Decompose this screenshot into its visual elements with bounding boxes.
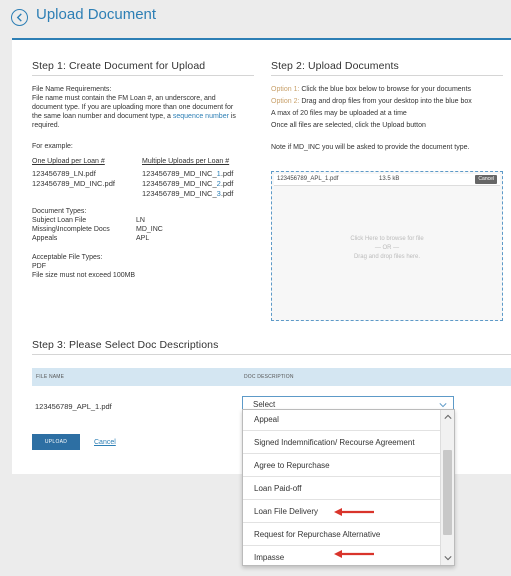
- requirements-text: is: [228, 113, 236, 120]
- scroll-down-icon[interactable]: [444, 554, 452, 562]
- doc-type-code: APL: [136, 235, 150, 242]
- dropdown-option-loan-paid-off[interactable]: Loan Paid-off: [243, 477, 441, 500]
- file-types-label: Acceptable File Types:: [32, 254, 103, 261]
- max-files-note: A max of 20 files may be uploaded at a time: [271, 110, 407, 117]
- doc-type-code: MD_INC: [136, 226, 163, 233]
- file-size-note: File size must not exceed 100MB: [32, 272, 136, 279]
- scroll-up-icon[interactable]: [444, 413, 452, 421]
- scroll-thumb[interactable]: [443, 450, 452, 535]
- option2-text: [271, 97, 472, 106]
- requirements-line: required.: [32, 122, 60, 129]
- file-dropzone[interactable]: [271, 171, 503, 321]
- doc-type-code: LN: [136, 217, 145, 224]
- requirements-line: File name must contain the FM Loan #, an underscore, and: [32, 95, 216, 102]
- doc-types-label: Document Types:: [32, 208, 87, 215]
- multi-upload-example: [142, 169, 233, 178]
- example-seq: 3: [216, 189, 221, 198]
- option1-label: Option 1:: [271, 86, 300, 93]
- step1-title: Step 1: Create Document for Upload: [32, 60, 206, 72]
- chevron-down-icon: [439, 401, 447, 409]
- requirements-line: [32, 112, 236, 121]
- multi-upload-example: [142, 189, 233, 198]
- dropdown-option-loan-file-delivery[interactable]: Loan File Delivery: [243, 500, 441, 523]
- browse-hint: Click Here to browse for file: [350, 236, 424, 242]
- arrow-left-icon: [332, 507, 376, 517]
- row-file-name: 123456789_APL_1.pdf: [35, 402, 112, 411]
- table-header: [32, 368, 511, 386]
- once-selected-note: Once all files are selected, click the Upload button: [271, 122, 426, 129]
- option2-desc: Drag and drop files from your desktop into the blue box: [299, 98, 472, 105]
- option1-text: [271, 85, 471, 94]
- multi-upload-example: [142, 179, 233, 188]
- file-type: PDF: [32, 263, 46, 270]
- step3-divider: [32, 354, 511, 355]
- file-cancel-button[interactable]: Cancel: [475, 175, 497, 184]
- example-base: 123456789_MD_INC_: [142, 169, 217, 178]
- cancel-link[interactable]: Cancel: [94, 439, 116, 446]
- page-header: [0, 0, 511, 36]
- doc-type-name: Subject Loan File: [32, 217, 87, 224]
- sequence-number-link[interactable]: sequence number: [172, 113, 229, 120]
- doc-description-dropdown: [242, 409, 455, 566]
- step1-divider: [32, 75, 254, 76]
- step2-divider: [271, 75, 503, 76]
- or-hint: — OR —: [374, 245, 400, 251]
- requirements-line: document type. If you are uploading more than one document for: [32, 104, 234, 111]
- one-upload-header: One Upload per Loan #: [32, 158, 105, 165]
- example-seq: 2: [216, 179, 221, 188]
- requirements-text: the same loan number and document type, a: [32, 113, 173, 120]
- dropdown-option-agree-to-repurchase[interactable]: Agree to Repurchase: [243, 454, 441, 477]
- example-seq: 1: [216, 169, 221, 178]
- requirements-label: File Name Requirements:: [32, 86, 112, 93]
- example-base: 123456789_MD_INC_: [142, 179, 217, 188]
- arrow-left-icon: [332, 549, 376, 559]
- back-arrow-icon[interactable]: [11, 9, 28, 26]
- dropdown-option-repurchase-alternative[interactable]: Request for Repurchase Alternative: [243, 523, 441, 546]
- column-header-file-name: FILE NAME: [36, 374, 65, 380]
- dropdown-option-signed-indemnification[interactable]: Signed Indemnification/ Recourse Agreement: [243, 431, 441, 454]
- one-upload-example: 123456789_MD_INC.pdf: [32, 179, 115, 188]
- doc-type-name: Missing\Incomplete Docs: [32, 226, 110, 233]
- one-upload-example: 123456789_LN.pdf: [32, 169, 96, 178]
- example-ext: .pdf: [220, 179, 234, 188]
- page-title: Upload Document: [36, 6, 157, 23]
- selected-file-name: 123456789_APL_1.pdf: [277, 176, 339, 182]
- example-ext: .pdf: [220, 169, 234, 178]
- step3-title: Step 3: Please Select Doc Descriptions: [32, 339, 219, 351]
- drag-hint: Drag and drop files here.: [353, 254, 421, 260]
- dropdown-scrollbar[interactable]: [440, 410, 454, 565]
- multi-upload-header: Multiple Uploads per Loan #: [142, 158, 230, 165]
- step2-title: Step 2: Upload Documents: [271, 60, 399, 72]
- dropdown-option-appeal[interactable]: Appeal: [243, 409, 441, 431]
- column-header-doc-description: DOC DESCRIPTION: [244, 374, 294, 380]
- upload-button[interactable]: UPLOAD: [32, 434, 80, 450]
- select-value: Select: [253, 400, 276, 409]
- dropdown-option-impasse[interactable]: Impasse: [243, 546, 441, 566]
- option2-label: Option 2:: [271, 98, 300, 105]
- doc-type-name: Appeals: [32, 235, 58, 242]
- option1-desc: Click the blue box below to browse for your documents: [299, 86, 472, 93]
- selected-file-size: 13.5 kB: [379, 176, 400, 182]
- example-base: 123456789_MD_INC_: [142, 189, 217, 198]
- selected-file-row: [274, 174, 500, 186]
- example-ext: .pdf: [220, 189, 234, 198]
- md-inc-note: Note if MD_INC you will be asked to provide the document type.: [271, 144, 470, 151]
- example-label: For example:: [32, 143, 73, 150]
